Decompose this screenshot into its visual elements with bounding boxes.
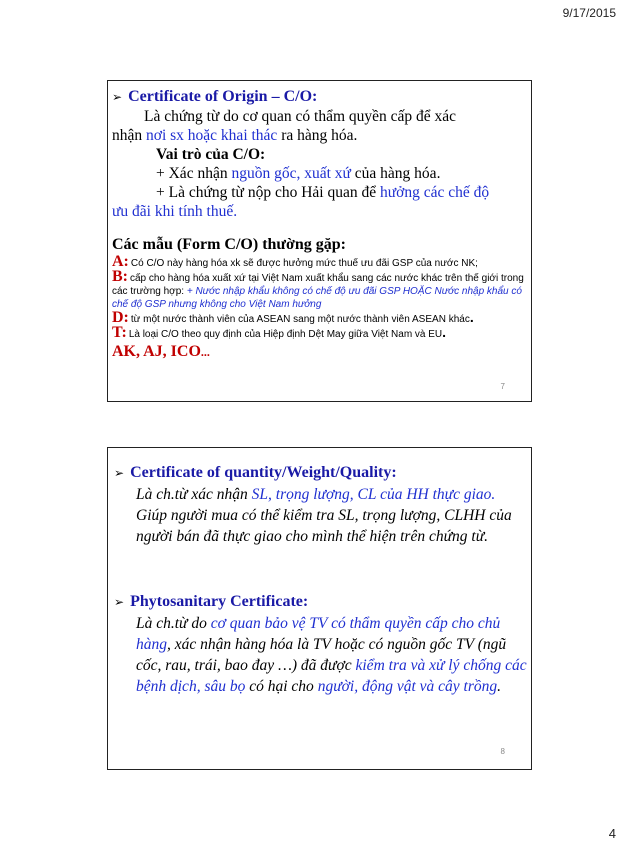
form-d: D: từ một nước thành viên của ASEAN sang một nước thành viên ASEAN khác.: [112, 309, 474, 326]
slide-7: [107, 80, 532, 402]
form-a: A: Có C/O này hàng hóa xk sẽ được hưởng mức thuế ưu đãi GSP của nước NK;: [112, 253, 478, 270]
page-number: 4: [608, 826, 616, 841]
quantity-paragraph: Là ch.từ xác nhận SL, trọng lượng, CL của HH thực giao. Giúp người mua có thể kiểm tra SL, trọng lượng, CLHH của người bán đã thực giao cho mình thể hiện trên chứng từ.: [136, 486, 512, 545]
role-item-1: + Xác nhận nguồn gốc, xuất xứ của hàng hóa.: [156, 165, 441, 182]
role-item-2-cont: ưu đãi khi tính thuế.: [112, 203, 238, 220]
arrow-bullet-icon: ➢: [112, 90, 123, 104]
arrow-bullet-icon: ➢: [114, 595, 125, 609]
co-definition-line1: Là chứng từ do cơ quan có thẩm quyền cấp để xác: [144, 108, 457, 125]
role-heading: Vai trò của C/O:: [156, 146, 266, 163]
forms-heading: Các mẫu (Form C/O) thường gặp:: [112, 236, 346, 253]
phyto-paragraph: Là ch.từ do cơ quan bảo vệ TV có thẩm quyền cấp cho chủ hàng, xác nhận hàng hóa là TV hoặc có nguồn gốc TV (ngũ cốc, rau, trái, bao đay …) đã được kiểm tra và xử lý chống các bệnh dịch, sâu bọ có hại cho người, động vật và cây trồng.: [136, 615, 527, 695]
arrow-bullet-icon: ➢: [114, 466, 125, 480]
slide-number: 7: [500, 382, 505, 391]
co-heading: ➢ Certificate of Origin – C/O:: [112, 88, 318, 105]
date-header: 9/17/2015: [562, 6, 616, 20]
phyto-heading: ➢ Phytosanitary Certificate:: [114, 593, 309, 610]
form-b: B: cấp cho hàng hóa xuất xứ tại Việt Nam xuất khẩu sang các nước khác trên thế giới trong các trường hợp: + Nước nhập khẩu không có chế độ ưu đãi GSP HOẶC Nước nhập khẩu có chế độ GSP nhưng không cho Việt Nam hưởng: [112, 268, 524, 310]
quantity-heading: ➢ Certificate of quantity/Weight/Quality:: [114, 464, 397, 481]
form-t: T: Là loại C/O theo quy định của Hiệp định Dệt May giữa Việt Nam và EU.: [112, 324, 447, 341]
slide-number: 8: [500, 747, 505, 756]
other-forms: AK, AJ, ICO...: [112, 343, 210, 360]
slide-8: [107, 447, 532, 770]
role-item-2: + Là chứng từ nộp cho Hải quan để hưởng các chế độ: [156, 184, 490, 201]
co-definition-line2: nhận nơi sx hoặc khai thác ra hàng hóa.: [112, 127, 358, 144]
